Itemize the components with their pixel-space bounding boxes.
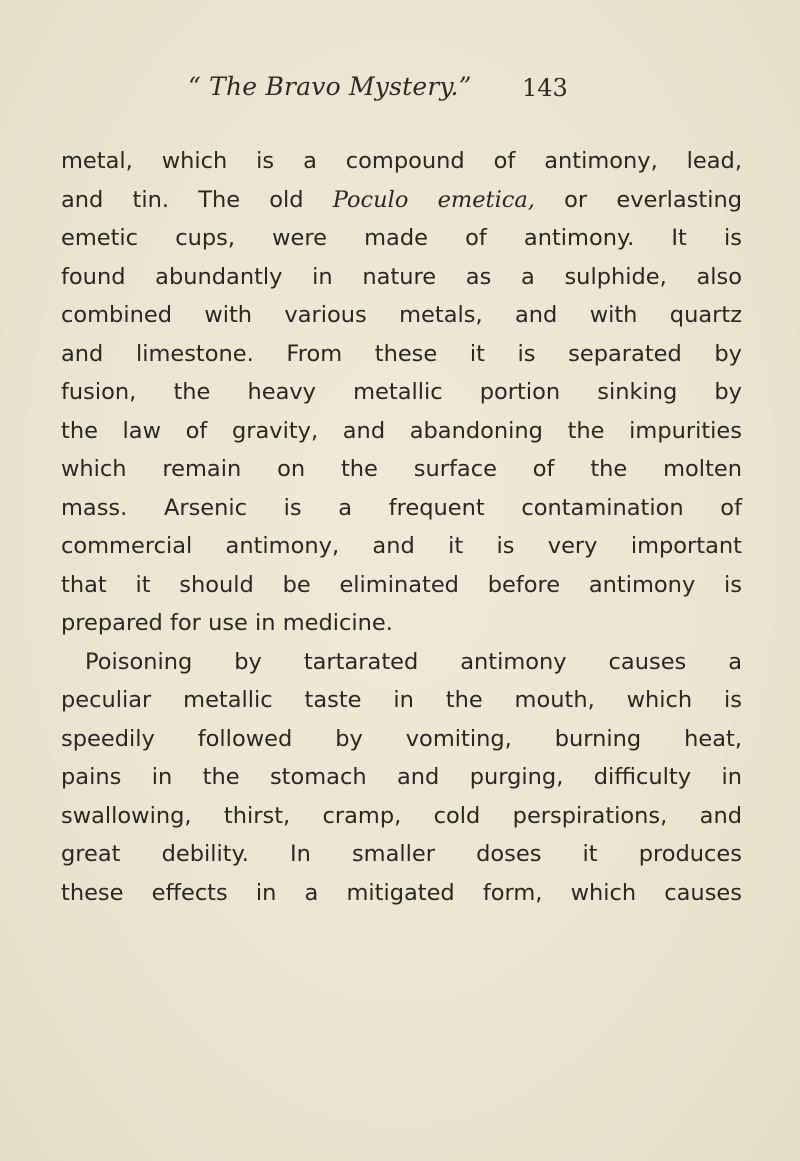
text-line: these effects in a mitigated form, which causes: [61, 879, 742, 906]
paragraph-2: [61, 643, 742, 913]
text-line: swallowing, thirst, cramp, cold perspirations, and: [61, 802, 742, 829]
body-text: [61, 142, 742, 912]
text-line: mass. Arsenic is a frequent contamination of: [61, 494, 742, 521]
italic-term: Poculo emetica,: [332, 186, 535, 213]
text-line: peculiar metallic taste in the mouth, which is: [61, 687, 742, 713]
text-line: the law of gravity, and abandoning the impurities: [61, 417, 742, 444]
text-line: prepared for use in medicine.: [61, 610, 393, 636]
text-line: speedily followed by vomiting, burning heat,: [61, 725, 742, 752]
running-title: “ The Bravo Mystery.”: [188, 72, 472, 101]
page-header: [0, 72, 800, 112]
text-line: fusion, the heavy metallic portion sinking by: [61, 379, 742, 405]
text-line: emetic cups, were made of antimony. It is: [61, 225, 742, 251]
page-number: 143: [522, 74, 568, 102]
text-line: combined with various metals, and with quartz: [61, 302, 742, 328]
text-line: commercial antimony, and it is very important: [61, 533, 742, 559]
text-line: that it should be eliminated before antimony is: [61, 571, 742, 598]
text-line: and tin. The old Poculo emetica, or everlasting: [61, 186, 742, 213]
text-line: found abundantly in nature as a sulphide, also: [61, 263, 742, 290]
paragraph-1: [61, 142, 742, 643]
text-line: great debility. In smaller doses it produces: [61, 841, 742, 867]
text-line: Poisoning by tartarated antimony causes a: [85, 648, 742, 675]
text-line: pains in the stomach and purging, difficulty in: [61, 764, 742, 790]
text-line: metal, which is a compound of antimony, lead,: [61, 148, 742, 174]
text-line: which remain on the surface of the molten: [61, 456, 742, 482]
text-line: and limestone. From these it is separated by: [61, 340, 742, 367]
